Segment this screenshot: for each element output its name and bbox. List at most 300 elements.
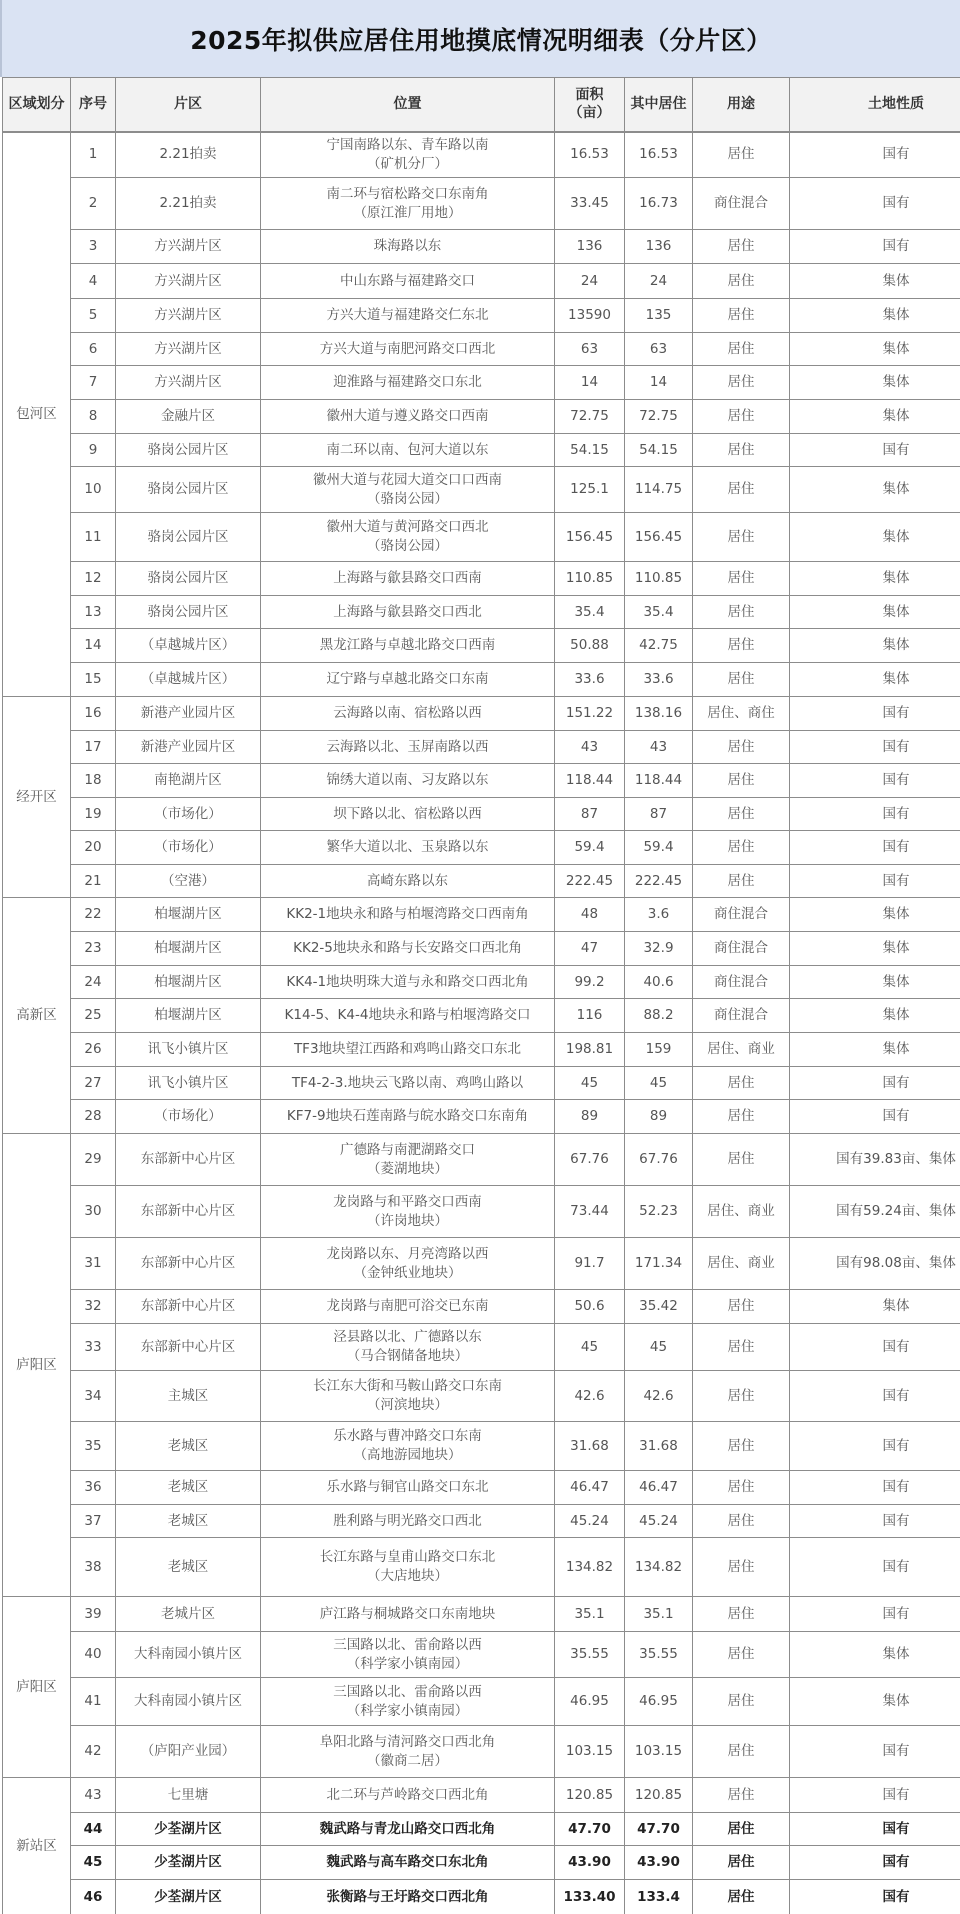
area-cell: 59.4 [555, 831, 625, 865]
location-cell [261, 1813, 555, 1846]
residential-area-cell: 171.34 [625, 1238, 693, 1290]
land-type-cell: 集体 [790, 366, 960, 400]
land-type-cell: 国有 [790, 1471, 960, 1505]
table-row [3, 1238, 960, 1290]
residential-area-cell: 136 [625, 230, 693, 264]
index-cell: 25 [71, 999, 116, 1033]
residential-area-cell: 135 [625, 299, 693, 333]
usage-cell: 商住混合 [693, 999, 790, 1033]
table-row [3, 467, 960, 513]
table-row [3, 663, 960, 697]
usage-cell: 居住 [693, 1597, 790, 1632]
location-cell [261, 764, 555, 798]
zone-cell: 东部新中心片区 [116, 1324, 261, 1371]
location-line: 中山东路与福建路交口 [340, 272, 475, 289]
table-row [3, 562, 960, 596]
table-row [3, 1067, 960, 1100]
zone-cell: 七里塘 [116, 1778, 261, 1813]
location-cell [261, 596, 555, 629]
location-note: （许岗地块） [367, 1212, 448, 1229]
land-type-cell: 集体 [790, 264, 960, 299]
area-cell: 43.90 [555, 1846, 625, 1880]
zone-cell: 讯飞小镇片区 [116, 1067, 261, 1100]
zone-cell: 2.21拍卖 [116, 132, 261, 178]
table-row [3, 1290, 960, 1324]
residential-area-cell: 159 [625, 1033, 693, 1067]
residential-area-cell: 134.82 [625, 1538, 693, 1597]
region-cell: 庐阳区 [3, 1597, 71, 1778]
zone-cell: 主城区 [116, 1371, 261, 1422]
table-row [3, 178, 960, 230]
table-row [3, 596, 960, 629]
table-row [3, 1324, 960, 1371]
zone-cell: 少荃湖片区 [116, 1880, 261, 1914]
residential-area-cell: 72.75 [625, 400, 693, 434]
land-type-cell: 国有 [790, 764, 960, 798]
location-note: （骆岗公园） [367, 490, 448, 507]
zone-cell: 大科南园小镇片区 [116, 1678, 261, 1726]
location-line: TF4-2-3.地块云飞路以南、鸡鸣山路以 [291, 1074, 524, 1091]
location-note: （科学家小镇南园） [346, 1702, 469, 1719]
zone-cell: （卓越城片区） [116, 663, 261, 697]
zone-cell: 方兴湖片区 [116, 230, 261, 264]
table-row [3, 1371, 960, 1422]
usage-cell: 居住 [693, 132, 790, 178]
land-type-cell: 集体 [790, 898, 960, 932]
land-type-cell: 国有39.83亩、集体 [790, 1134, 960, 1186]
zone-cell: 老城区 [116, 1538, 261, 1597]
table-row [3, 898, 960, 932]
location-line: 龙岗路以东、月亮湾路以西 [326, 1245, 489, 1262]
location-line: KK4-1地块明珠大道与永和路交口西北角 [286, 973, 529, 990]
location-line: KK2-5地块永和路与长安路交口西北角 [293, 940, 522, 956]
area-cell: 136 [555, 230, 625, 264]
zone-cell: 骆岗公园片区 [116, 596, 261, 629]
area-cell: 46.47 [555, 1471, 625, 1505]
zone-cell: 柏堰湖片区 [116, 966, 261, 999]
index-cell: 40 [71, 1632, 116, 1678]
area-cell: 73.44 [555, 1186, 625, 1238]
index-cell: 33 [71, 1324, 116, 1371]
area-cell: 156.45 [555, 513, 625, 562]
land-type-cell: 国有 [790, 132, 960, 178]
location-cell [261, 1471, 555, 1505]
land-type-cell: 国有 [790, 1538, 960, 1597]
zone-cell: 东部新中心片区 [116, 1238, 261, 1290]
index-cell: 14 [71, 629, 116, 663]
location-note: （原江淮厂用地） [353, 204, 462, 221]
location-cell [261, 1726, 555, 1778]
zone-cell: 少荃湖片区 [116, 1813, 261, 1846]
index-cell: 28 [71, 1100, 116, 1134]
residential-area-cell: 43 [625, 731, 693, 764]
table-row [3, 697, 960, 731]
residential-area-cell: 45.24 [625, 1505, 693, 1538]
header-area-unit: （亩） [568, 105, 611, 122]
location-line: 徽州大道与花园大道交口口西南 [313, 471, 502, 488]
location-line: 繁华大道以北、玉泉路以东 [326, 839, 489, 855]
index-cell: 36 [71, 1471, 116, 1505]
location-cell [261, 1238, 555, 1290]
location-line: 魏武路与青龙山路交口西北角 [319, 1820, 496, 1837]
usage-cell: 居住 [693, 230, 790, 264]
land-type-cell: 集体 [790, 467, 960, 513]
residential-area-cell: 45 [625, 1067, 693, 1100]
area-cell: 47 [555, 932, 625, 966]
table-row [3, 1471, 960, 1505]
location-cell [261, 731, 555, 764]
land-type-cell: 集体 [790, 1678, 960, 1726]
table-row [3, 1134, 960, 1186]
index-cell: 3 [71, 230, 116, 264]
header-zone: 片区 [116, 78, 261, 132]
index-cell: 44 [71, 1813, 116, 1846]
area-cell: 198.81 [555, 1033, 625, 1067]
table-row [3, 1632, 960, 1678]
area-cell: 13590 [555, 299, 625, 333]
usage-cell: 居住 [693, 562, 790, 596]
land-type-cell: 集体 [790, 1632, 960, 1678]
location-line: K14-5、K4-4地块永和路与柏堰湾路交口 [284, 1007, 531, 1023]
usage-cell: 居住 [693, 1100, 790, 1134]
index-cell: 17 [71, 731, 116, 764]
location-cell [261, 1538, 555, 1597]
location-line: 坝下路以北、宿松路以西 [333, 805, 482, 822]
index-cell: 7 [71, 366, 116, 400]
area-cell: 72.75 [555, 400, 625, 434]
residential-area-cell: 222.45 [625, 865, 693, 898]
usage-cell: 居住 [693, 1678, 790, 1726]
residential-area-cell: 35.42 [625, 1290, 693, 1324]
location-cell [261, 333, 555, 366]
usage-cell: 居住 [693, 1422, 790, 1471]
location-line: 上海路与歙县路交口西南 [333, 570, 482, 586]
location-line: 魏武路与高车路交口东北角 [326, 1854, 489, 1870]
area-cell: 134.82 [555, 1538, 625, 1597]
area-cell: 50.6 [555, 1290, 625, 1324]
land-type-cell: 集体 [790, 1290, 960, 1324]
index-cell: 12 [71, 562, 116, 596]
header-usage: 用途 [693, 78, 790, 132]
area-cell: 33.45 [555, 178, 625, 230]
location-cell [261, 230, 555, 264]
location-cell [261, 999, 555, 1033]
location-cell [261, 1033, 555, 1067]
table-row [3, 1422, 960, 1471]
land-type-cell: 国有 [790, 1505, 960, 1538]
area-cell: 91.7 [555, 1238, 625, 1290]
usage-cell: 居住 [693, 467, 790, 513]
location-line: 南二环以南、包河大道以东 [326, 441, 489, 458]
location-cell [261, 629, 555, 663]
usage-cell: 居住 [693, 400, 790, 434]
location-cell [261, 1324, 555, 1371]
location-line: 黑龙江路与卓越北路交口西南 [319, 637, 496, 653]
zone-cell: 骆岗公园片区 [116, 562, 261, 596]
table-row [3, 1880, 960, 1914]
area-cell: 14 [555, 366, 625, 400]
zone-cell: 老城片区 [116, 1597, 261, 1632]
index-cell: 21 [71, 865, 116, 898]
location-cell [261, 663, 555, 697]
location-note: （菱湖地块） [367, 1160, 448, 1177]
area-cell: 133.40 [555, 1880, 625, 1914]
residential-area-cell: 110.85 [625, 562, 693, 596]
land-type-cell: 国有 [790, 1846, 960, 1880]
index-cell: 45 [71, 1846, 116, 1880]
table-row [3, 230, 960, 264]
location-cell [261, 798, 555, 831]
table-row [3, 1100, 960, 1134]
usage-cell: 居住 [693, 264, 790, 299]
location-cell [261, 467, 555, 513]
location-cell [261, 1186, 555, 1238]
index-cell: 10 [71, 467, 116, 513]
usage-cell: 居住 [693, 1813, 790, 1846]
table-row [3, 1186, 960, 1238]
table-row [3, 1538, 960, 1597]
usage-cell: 居住 [693, 1067, 790, 1100]
location-line: 迎淮路与福建路交口东北 [333, 374, 482, 390]
index-cell: 18 [71, 764, 116, 798]
index-cell: 30 [71, 1186, 116, 1238]
table-row [3, 966, 960, 999]
zone-cell: 方兴湖片区 [116, 264, 261, 299]
land-type-cell: 国有 [790, 798, 960, 831]
area-cell: 50.88 [555, 629, 625, 663]
index-cell: 37 [71, 1505, 116, 1538]
land-type-cell: 国有59.24亩、集体 [790, 1186, 960, 1238]
residential-area-cell: 46.47 [625, 1471, 693, 1505]
usage-cell: 居住、商业 [693, 1238, 790, 1290]
zone-cell: 金融片区 [116, 400, 261, 434]
location-note: （高地游园地块） [353, 1447, 462, 1463]
land-type-cell: 国有 [790, 1422, 960, 1471]
land-type-cell: 集体 [790, 966, 960, 999]
usage-cell: 居住 [693, 1505, 790, 1538]
residential-area-cell: 156.45 [625, 513, 693, 562]
index-cell: 20 [71, 831, 116, 865]
land-type-cell: 国有 [790, 1778, 960, 1813]
land-type-cell: 国有 [790, 1880, 960, 1914]
area-cell: 54.15 [555, 434, 625, 467]
index-cell: 9 [71, 434, 116, 467]
zone-cell: 少荃湖片区 [116, 1846, 261, 1880]
region-cell: 新站区 [3, 1778, 71, 1914]
location-note: （河滨地块） [367, 1397, 448, 1413]
header-area [555, 78, 625, 132]
usage-cell: 居住 [693, 1371, 790, 1422]
index-cell: 13 [71, 596, 116, 629]
residential-area-cell: 88.2 [625, 999, 693, 1033]
location-line: 阜阳北路与清河路交口西北角 [319, 1733, 496, 1750]
residential-area-cell: 42.75 [625, 629, 693, 663]
index-cell: 27 [71, 1067, 116, 1100]
zone-cell: 新港产业园片区 [116, 697, 261, 731]
location-line: 高崎东路以东 [367, 872, 448, 889]
index-cell: 2 [71, 178, 116, 230]
location-line: 龙岗路与和平路交口西南 [333, 1193, 482, 1210]
table-row [3, 831, 960, 865]
area-cell: 89 [555, 1100, 625, 1134]
location-note: （骆岗公园） [367, 538, 448, 554]
header-row [3, 78, 960, 132]
location-cell [261, 513, 555, 562]
location-line: 云海路以南、宿松路以西 [333, 705, 482, 721]
land-type-cell: 集体 [790, 513, 960, 562]
location-cell [261, 1846, 555, 1880]
residential-area-cell: 138.16 [625, 697, 693, 731]
area-cell: 35.55 [555, 1632, 625, 1678]
location-line: TF3地块望江西路和鸡鸣山路交口东北 [293, 1041, 522, 1057]
residential-area-cell: 103.15 [625, 1726, 693, 1778]
zone-cell: 老城区 [116, 1422, 261, 1471]
index-cell: 23 [71, 932, 116, 966]
header-residential: 其中居住 [625, 78, 693, 132]
index-cell: 26 [71, 1033, 116, 1067]
location-cell [261, 1100, 555, 1134]
land-type-cell: 集体 [790, 1033, 960, 1067]
region-cell: 经开区 [3, 697, 71, 898]
location-line: 上海路与歙县路交口西北 [333, 603, 482, 620]
index-cell: 24 [71, 966, 116, 999]
index-cell: 39 [71, 1597, 116, 1632]
index-cell: 4 [71, 264, 116, 299]
location-cell [261, 932, 555, 966]
usage-cell: 居住 [693, 1538, 790, 1597]
zone-cell: 骆岗公园片区 [116, 434, 261, 467]
location-line: 龙岗路与南肥可浴交已东南 [326, 1298, 489, 1314]
location-cell [261, 1632, 555, 1678]
area-cell: 48 [555, 898, 625, 932]
residential-area-cell: 63 [625, 333, 693, 366]
area-cell: 42.6 [555, 1371, 625, 1422]
residential-area-cell: 35.55 [625, 1632, 693, 1678]
location-note: （徽商二居） [367, 1752, 448, 1769]
index-cell: 29 [71, 1134, 116, 1186]
index-cell: 43 [71, 1778, 116, 1813]
location-line: 张衡路与王圩路交口西北角 [326, 1888, 489, 1905]
zone-cell: 方兴湖片区 [116, 333, 261, 366]
location-cell [261, 966, 555, 999]
usage-cell: 居住 [693, 1134, 790, 1186]
title-banner [0, 0, 960, 77]
usage-cell: 居住 [693, 1778, 790, 1813]
index-cell: 16 [71, 697, 116, 731]
table-row [3, 1033, 960, 1067]
usage-cell: 居住 [693, 865, 790, 898]
zone-cell: 老城区 [116, 1505, 261, 1538]
usage-cell: 居住 [693, 764, 790, 798]
usage-cell: 居住、商业 [693, 1033, 790, 1067]
residential-area-cell: 32.9 [625, 932, 693, 966]
land-type-cell: 国有 [790, 697, 960, 731]
residential-area-cell: 45 [625, 1324, 693, 1371]
table-row [3, 132, 960, 178]
area-cell: 33.6 [555, 663, 625, 697]
index-cell: 19 [71, 798, 116, 831]
residential-area-cell: 16.73 [625, 178, 693, 230]
location-cell [261, 697, 555, 731]
location-cell [261, 1597, 555, 1632]
location-line: KK2-1地块永和路与柏堰湾路交口西南角 [286, 906, 529, 922]
index-cell: 41 [71, 1678, 116, 1726]
table-row [3, 1505, 960, 1538]
location-cell [261, 562, 555, 596]
location-cell [261, 178, 555, 230]
usage-cell: 商住混合 [693, 898, 790, 932]
index-cell: 42 [71, 1726, 116, 1778]
location-line: 三国路以北、雷俞路以西 [333, 1636, 482, 1653]
zone-cell: 骆岗公园片区 [116, 467, 261, 513]
location-cell [261, 1778, 555, 1813]
residential-area-cell: 14 [625, 366, 693, 400]
land-type-cell: 集体 [790, 629, 960, 663]
residential-area-cell: 16.53 [625, 132, 693, 178]
land-type-cell: 集体 [790, 333, 960, 366]
area-cell: 67.76 [555, 1134, 625, 1186]
location-cell [261, 865, 555, 898]
residential-area-cell: 67.76 [625, 1134, 693, 1186]
location-line: 庐江路与桐城路交口东南地块 [319, 1605, 496, 1622]
residential-area-cell: 42.6 [625, 1371, 693, 1422]
index-cell: 11 [71, 513, 116, 562]
table-row [3, 333, 960, 366]
table-body [3, 132, 960, 1914]
land-type-cell: 国有98.08亩、集体 [790, 1238, 960, 1290]
location-line: 乐水路与铜官山路交口东北 [326, 1479, 489, 1495]
area-cell: 45.24 [555, 1505, 625, 1538]
table-row [3, 264, 960, 299]
zone-cell: 南艳湖片区 [116, 764, 261, 798]
location-line: 三国路以北、雷俞路以西 [333, 1683, 482, 1700]
land-type-cell: 集体 [790, 400, 960, 434]
location-cell [261, 1422, 555, 1471]
area-cell: 45 [555, 1324, 625, 1371]
table-row [3, 1678, 960, 1726]
location-line: 广德路与南淝湖路交口 [340, 1141, 475, 1158]
land-type-cell: 国有 [790, 230, 960, 264]
header-land-type: 土地性质 [790, 78, 960, 132]
area-cell: 222.45 [555, 865, 625, 898]
index-cell: 31 [71, 1238, 116, 1290]
usage-cell: 居住、商业 [693, 1186, 790, 1238]
location-line: 南二环与宿松路交口东南角 [326, 185, 489, 202]
zone-cell: 新港产业园片区 [116, 731, 261, 764]
location-cell [261, 1134, 555, 1186]
zone-cell: 大科南园小镇片区 [116, 1632, 261, 1678]
usage-cell: 居住 [693, 1846, 790, 1880]
land-type-cell: 国有 [790, 178, 960, 230]
location-cell [261, 1880, 555, 1914]
zone-cell: （市场化） [116, 798, 261, 831]
area-cell: 118.44 [555, 764, 625, 798]
residential-area-cell: 59.4 [625, 831, 693, 865]
residential-area-cell: 47.70 [625, 1813, 693, 1846]
index-cell: 5 [71, 299, 116, 333]
zone-cell: 方兴湖片区 [116, 299, 261, 333]
table-row [3, 299, 960, 333]
location-line: 泾县路以北、广德路以东 [333, 1329, 482, 1345]
usage-cell: 商住混合 [693, 932, 790, 966]
residential-area-cell: 40.6 [625, 966, 693, 999]
usage-cell: 居住 [693, 596, 790, 629]
region-cell: 庐阳区 [3, 1134, 71, 1597]
usage-cell: 商住混合 [693, 966, 790, 999]
land-type-cell: 集体 [790, 562, 960, 596]
area-cell: 24 [555, 264, 625, 299]
header-index: 序号 [71, 78, 116, 132]
